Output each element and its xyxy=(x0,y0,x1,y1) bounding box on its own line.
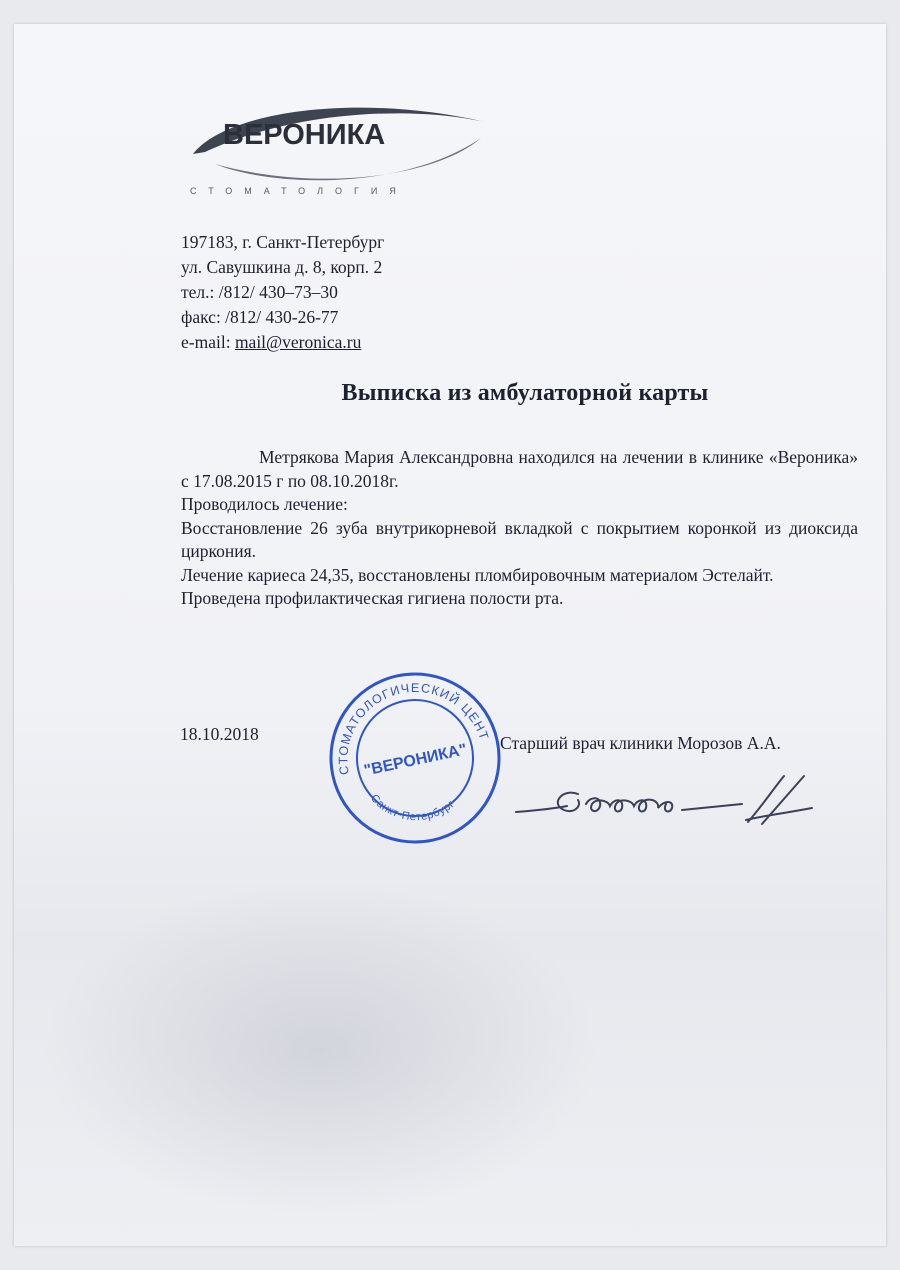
email-line xyxy=(181,330,384,355)
clinic-address-block xyxy=(181,230,384,355)
treatment-item-1: Восстановление 26 зуба внутрикорневой вкладкой с покрытием коронкой из диоксида циркония. xyxy=(181,517,858,561)
phone-line: тел.: /812/ 430–73–30 xyxy=(181,282,338,302)
stamp-city-text: Санкт-Петербург xyxy=(368,792,458,824)
logo-subtitle: СТОМАТОЛОГИЯ xyxy=(190,186,408,196)
signer-name: Старший врач клиники Морозов А.А. xyxy=(500,733,781,753)
stamp-center-text: "ВЕРОНИКА" xyxy=(362,741,469,780)
treatment-item-2: Лечение кариеса 24,35, восстановлены пломбировочным материалом Эстелайт. xyxy=(181,564,774,585)
document-title: Выписка из амбулаторной карты xyxy=(341,380,709,406)
document-body xyxy=(181,446,858,611)
address-line-2: ул. Савушкина д. 8, корп. 2 xyxy=(181,257,383,277)
fax-line: факс: /812/ 430-26-77 xyxy=(181,307,339,327)
logo-wordmark: ВЕРОНИКА xyxy=(223,119,386,151)
handwritten-signature xyxy=(512,770,832,840)
clinic-stamp xyxy=(325,668,505,848)
document-date: 18.10.2018 xyxy=(180,724,259,744)
email-label: e-mail: xyxy=(181,332,235,352)
treatment-item-3: Проведена профилактическая гигиена полости рта. xyxy=(181,588,564,608)
stamp-outer-text: СТОМАТОЛОГИЧЕСКИЙ ЦЕНТР xyxy=(336,680,492,776)
email-link[interactable]: mail@veronica.ru xyxy=(234,332,362,352)
treatment-period-paragraph: Метрякова Мария Александровна находился на лечении в клинике «Вероника» с 17.08.2015 г по 08.10.2018г. xyxy=(181,447,858,491)
address-line-1: 197183, г. Санкт-Петербург xyxy=(181,232,385,252)
treatment-heading: Проводилось лечение: xyxy=(181,494,348,514)
svg-text:Санкт-Петербург xyxy=(367,776,459,833)
photo-shadow xyxy=(40,880,600,1220)
